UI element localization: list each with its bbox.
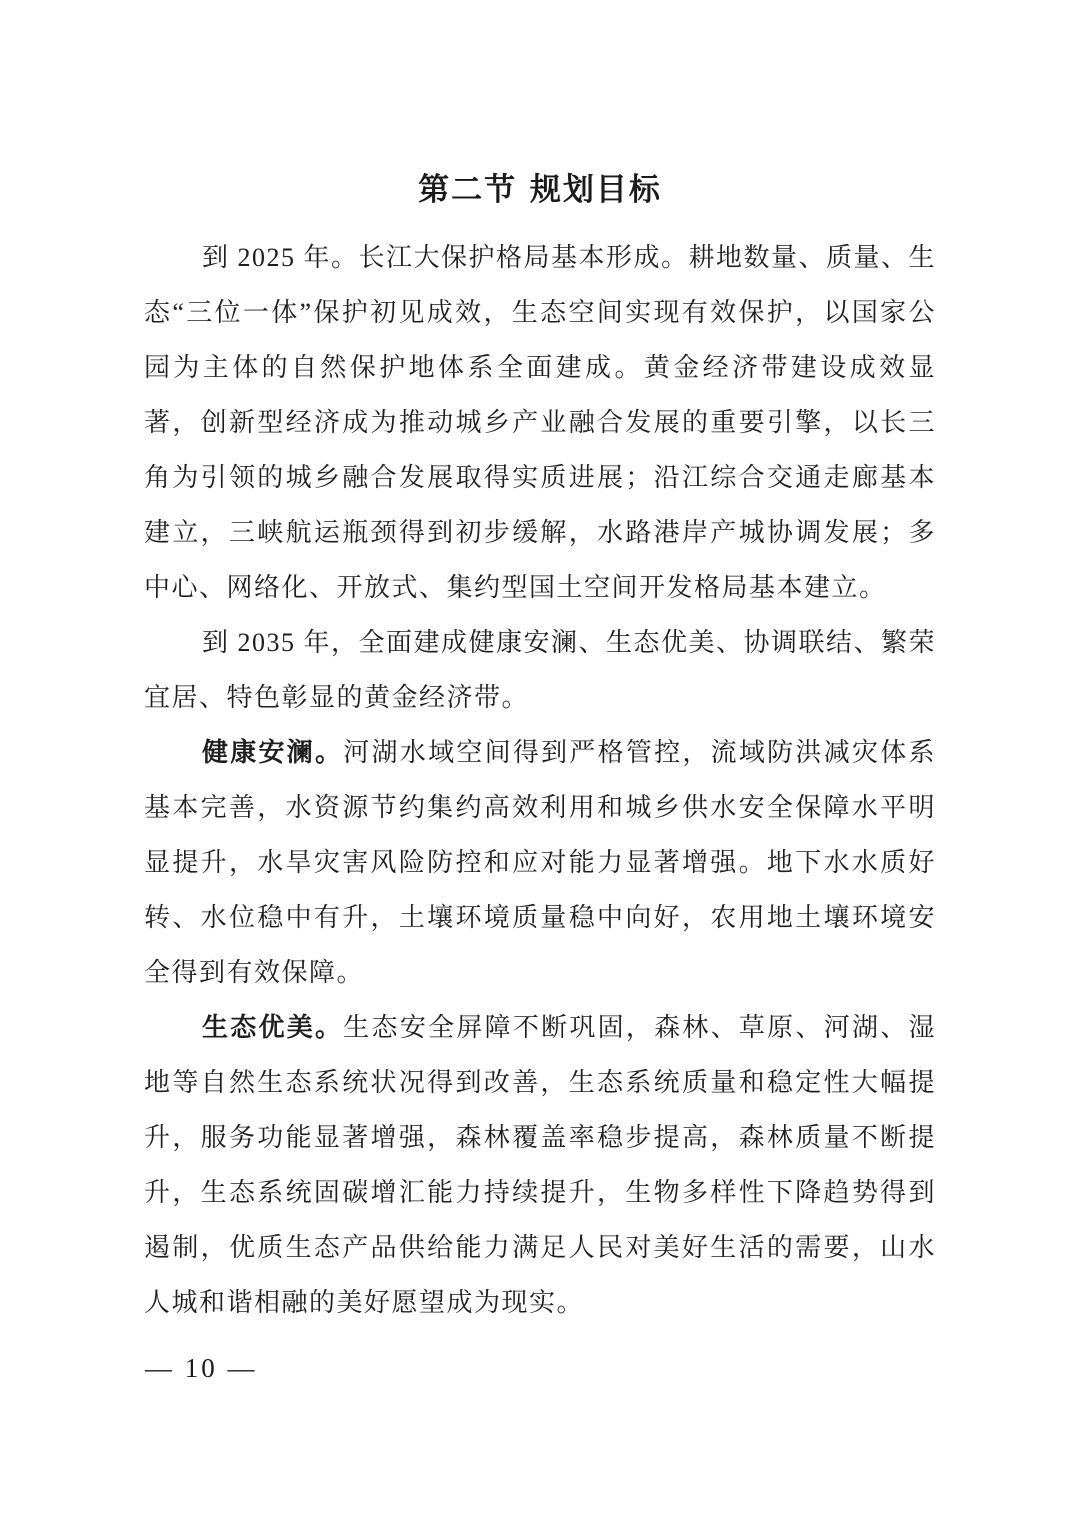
paragraph-healthy-rivers [144,725,936,1000]
paragraph-lead: 生态优美。 [202,1013,344,1042]
paragraph-lead: 健康安澜。 [202,738,344,767]
section-title: 第二节 规划目标 [418,172,662,208]
paragraph-2025-goals [144,230,936,615]
paragraph-text: 生态安全屏障不断巩固，森林、草原、河湖、湿地等自然生态系统状况得到改善，生态系统质量和稳定性大幅提升，服务功能显著增强，森林覆盖率稳步提高，森林质量不断提升，生态系统固碳增汇能力持续提升，生物多样性下降趋势得到遏制，优质生态产品供给能力满足人民对美好生活的需要，山水人城和谐相融的美好愿望成为现实。 [144,1013,936,1317]
page-number: — 10 — [145,1353,258,1383]
paragraph-text: 到 2035 年，全面建成健康安澜、生态优美、协调联结、繁荣宜居、特色彰显的黄金经济带。 [144,628,937,712]
paragraph-2035-goals [144,615,936,725]
document-body [144,230,936,1330]
paragraph-text: 河湖水域空间得到严格管控，流域防洪减灾体系基本完善，水资源节约集约高效利用和城乡供水安全保障水平明显提升，水旱灾害风险防控和应对能力显著增强。地下水水质好转、水位稳中有升，土壤环境质量稳中向好，农用地土壤环境安全得到有效保障。 [144,738,936,987]
paragraph-beautiful-ecology [144,1000,936,1330]
paragraph-text: 到 2025 年。长江大保护格局基本形成。耕地数量、质量、生态“三位一体”保护初见成效，生态空间实现有效保护，以国家公园为主体的自然保护地体系全面建成。黄金经济带建设成效显著，创新型经济成为推动城乡产业融合发展的重要引擎，以长三角为引领的城乡融合发展取得实质进展；沿江综合交通走廊基本建立，三峡航运瓶颈得到初步缓解，水路港岸产城协调发展；多中心、网络化、开放式、集约型国土空间开发格局基本建立。 [144,243,937,602]
